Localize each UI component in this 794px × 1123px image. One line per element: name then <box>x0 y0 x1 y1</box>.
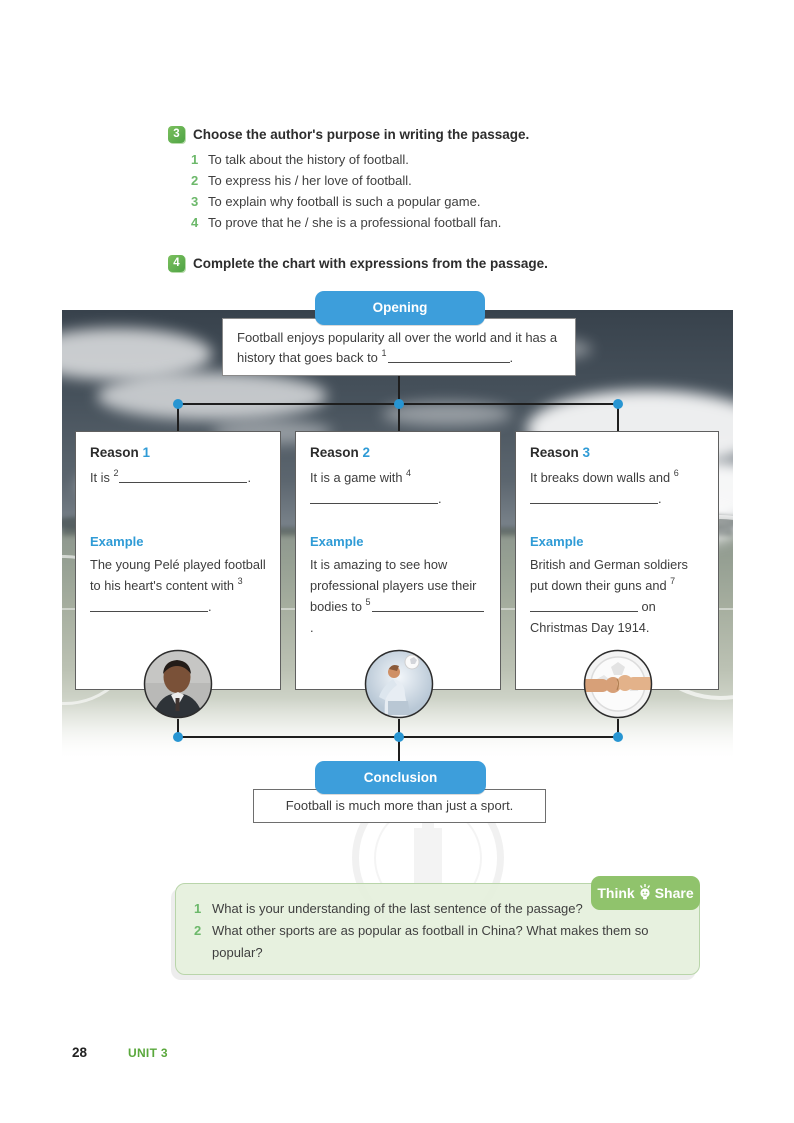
unit-label: UNIT 3 <box>128 1046 168 1060</box>
page-number: 28 <box>72 1045 88 1060</box>
exercise-4-badge: 4 <box>168 255 185 272</box>
exercise-4-header <box>168 255 548 272</box>
reason-number: 3 <box>582 445 591 460</box>
lightbulb-icon <box>638 884 652 903</box>
player-heading-ball-photo <box>364 649 434 719</box>
question-text: What other sports are as popular as football in China? What makes them so popular? <box>212 923 649 960</box>
connector-dot <box>173 399 183 409</box>
exercise-3-badge: 3 <box>168 126 185 143</box>
fist-bump-football-photo <box>583 649 653 719</box>
reason-number: 1 <box>142 445 151 460</box>
reason-label: Reason <box>530 445 579 460</box>
option-row <box>191 212 501 233</box>
option-row <box>191 170 501 191</box>
blank-number: 5 <box>365 597 371 607</box>
pele-portrait-photo <box>143 649 213 719</box>
reason-2-statement: It is a game with $^4$. <box>310 468 442 506</box>
blank-number: 7 <box>670 576 676 586</box>
conclusion-box: Football is much more than just a sport. <box>253 789 546 823</box>
example-label: Example <box>310 534 364 549</box>
opening-text-end: . <box>509 350 514 365</box>
opening-label: Opening <box>315 291 485 325</box>
think-label: Think <box>597 885 635 901</box>
blank-number: 4 <box>406 468 412 478</box>
fill-in-blank-6[interactable] <box>530 492 658 504</box>
connector-dot <box>613 399 623 409</box>
reason-3-title <box>530 445 705 460</box>
option-number: 4 <box>191 215 199 230</box>
option-row <box>191 191 501 212</box>
reason-label: Reason <box>90 445 139 460</box>
connector-dot <box>613 732 623 742</box>
think-share-tab <box>591 876 700 910</box>
fill-in-blank-5[interactable] <box>372 600 484 612</box>
reason-1-example: The young Pelé played football to his heart's content with $^3$. <box>90 557 266 614</box>
question-number: 2 <box>194 923 202 938</box>
connector-dot <box>394 732 404 742</box>
option-text: To explain why football is such a popular game. <box>208 194 481 209</box>
reason-2-title <box>310 445 487 460</box>
opening-box <box>222 318 576 376</box>
option-number: 1 <box>191 152 199 167</box>
opening-text: Football enjoys popularity all over the world and it has a history that goes back to <box>237 330 558 365</box>
blank-number: 1 <box>381 348 387 358</box>
reason-number: 2 <box>362 445 371 460</box>
fill-in-blank-7[interactable] <box>530 600 638 612</box>
blank-number: 6 <box>673 468 679 478</box>
reason-label: Reason <box>310 445 359 460</box>
reason-2-example: It is amazing to see how professional players use their bodies to $^5$. <box>310 554 487 638</box>
reason-1-statement: It is $^2$ . <box>90 468 252 485</box>
connector-dot <box>173 732 183 742</box>
reason-1-title <box>90 445 267 460</box>
option-text: To prove that he / she is a professional football fan. <box>208 215 502 230</box>
exercise-3-header <box>168 126 529 143</box>
connector-dot <box>394 399 404 409</box>
exercise-4-title: Complete the chart with expressions from the passage. <box>193 256 548 271</box>
cloud-shape <box>97 372 327 420</box>
fill-in-blank-3[interactable] <box>90 600 208 612</box>
question-number: 1 <box>194 901 202 916</box>
example-label: Example <box>530 534 584 549</box>
exercise-3-options <box>191 149 501 233</box>
fill-in-blank-4[interactable] <box>310 492 438 504</box>
blank-number: 2 <box>113 468 119 478</box>
fill-in-blank-1[interactable] <box>388 351 510 363</box>
conclusion-label: Conclusion <box>315 761 486 794</box>
option-number: 2 <box>191 173 199 188</box>
question-text: What is your understanding of the last sentence of the passage? <box>212 901 583 916</box>
option-number: 3 <box>191 194 199 209</box>
think-question <box>194 920 679 964</box>
option-text: To express his / her love of football. <box>208 173 412 188</box>
exercise-3-title: Choose the author's purpose in writing the passage. <box>193 127 530 142</box>
example-label: Example <box>90 534 144 549</box>
fill-in-blank-2[interactable] <box>119 471 247 483</box>
option-row <box>191 149 501 170</box>
blank-number: 3 <box>237 576 243 586</box>
option-text: To talk about the history of football. <box>208 152 409 167</box>
share-label: Share <box>654 885 694 901</box>
reason-3-statement: It breaks down walls and $^6$. <box>530 468 679 506</box>
reason-3-example: British and German soldiers put down their guns and $^7$ on Christmas Day 1914. <box>530 557 688 635</box>
watermark-building <box>414 828 442 888</box>
